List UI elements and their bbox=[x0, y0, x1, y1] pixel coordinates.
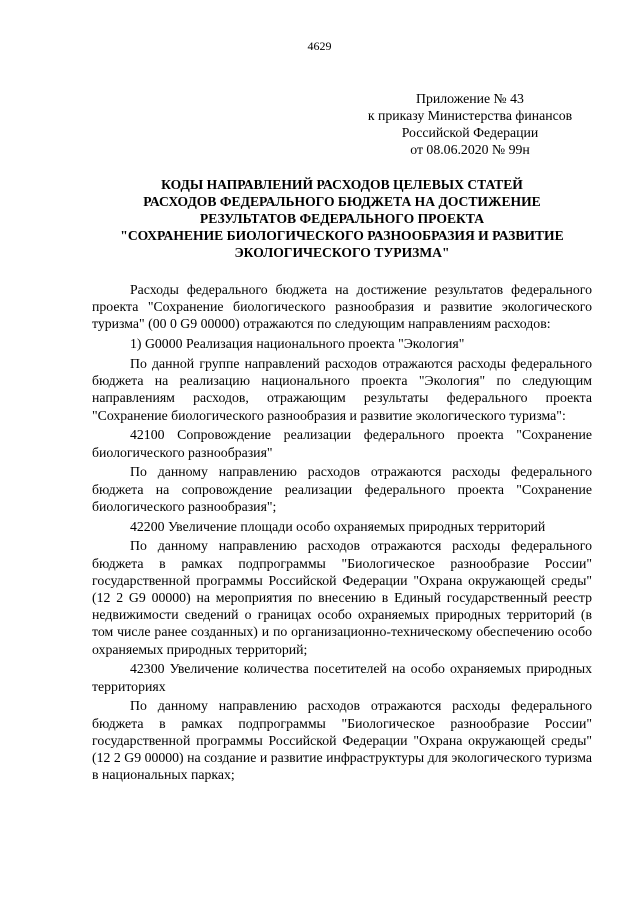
appendix-line: Российской Федерации bbox=[401, 125, 539, 140]
page-number: 4629 bbox=[307, 39, 332, 53]
paragraph: 42200 Увеличение площади особо охраняемых природных территорий bbox=[130, 518, 546, 534]
appendix-line: Приложение № 43 bbox=[416, 91, 524, 106]
paragraph: 42300 Увеличение количества посетителей на особо охраняемых природных территориях bbox=[92, 661, 592, 694]
appendix-block bbox=[340, 90, 600, 158]
document-body bbox=[92, 281, 592, 786]
title-line: "СОХРАНЕНИЕ БИОЛОГИЧЕСКОГО РАЗНООБРАЗИЯ И РАЗВИТИЕ bbox=[120, 228, 564, 243]
appendix-line: от 08.06.2020 № 99н bbox=[410, 142, 530, 157]
appendix-line: к приказу Министерства финансов bbox=[367, 108, 573, 123]
title-line: ЭКОЛОГИЧЕСКОГО ТУРИЗМА" bbox=[234, 245, 450, 260]
title-line: РАСХОДОВ ФЕДЕРАЛЬНОГО БЮДЖЕТА НА ДОСТИЖЕНИЕ bbox=[143, 194, 541, 209]
paragraph: По данному направлению расходов отражаются расходы федерального бюджета в рамках подпрограммы "Биологическое разнообразие России" государственной программы Российской Федерации "Охрана окружающей среды" (12 2 G9 00000) на мероприятия по внесению в Единый государственный реестр недвижимости сведений о границах особо охраняемых природных территорий (в том числе ранее созданных) и по организационно-техническому обеспечению особо охраняемых природных территорий; bbox=[92, 538, 592, 657]
title-line: РЕЗУЛЬТАТОВ ФЕДЕРАЛЬНОГО ПРОЕКТА bbox=[199, 211, 485, 226]
document-title bbox=[92, 176, 592, 261]
paragraph: По данному направлению расходов отражаются расходы федерального бюджета на сопровождение реализации федерального проекта "Сохранение биологического разнообразия"; bbox=[92, 464, 592, 514]
paragraph: По данному направлению расходов отражаются расходы федерального бюджета в рамках подпрограммы "Биологическое разнообразие России" государственной программы Российской Федерации "Охрана окружающей среды" (12 2 G9 00000) на создание и развитие инфраструктуры для экологического туризма в национальных парках; bbox=[92, 698, 592, 783]
paragraph: По данной группе направлений расходов отражаются расходы федерального бюджета на реализацию национального проекта "Экология" по следующим направлениям расходов, отражающим результаты федерального проекта "Сохранение биологического разнообразия и развитие экологического туризма": bbox=[92, 356, 592, 423]
paragraph: Расходы федерального бюджета на достижение результатов федерального проекта "Сохранение биологического разнообразия и развитие экологического туризма" (00 0 G9 00000) отражаются по следующим направлениям расходов: bbox=[92, 282, 592, 332]
paragraph: 1) G0000 Реализация национального проекта "Экология" bbox=[130, 336, 465, 352]
paragraph: 42100 Сопровождение реализации федерального проекта "Сохранение биологического разнообразия" bbox=[92, 427, 592, 460]
title-line: КОДЫ НАПРАВЛЕНИЙ РАСХОДОВ ЦЕЛЕВЫХ СТАТЕЙ bbox=[161, 177, 523, 192]
